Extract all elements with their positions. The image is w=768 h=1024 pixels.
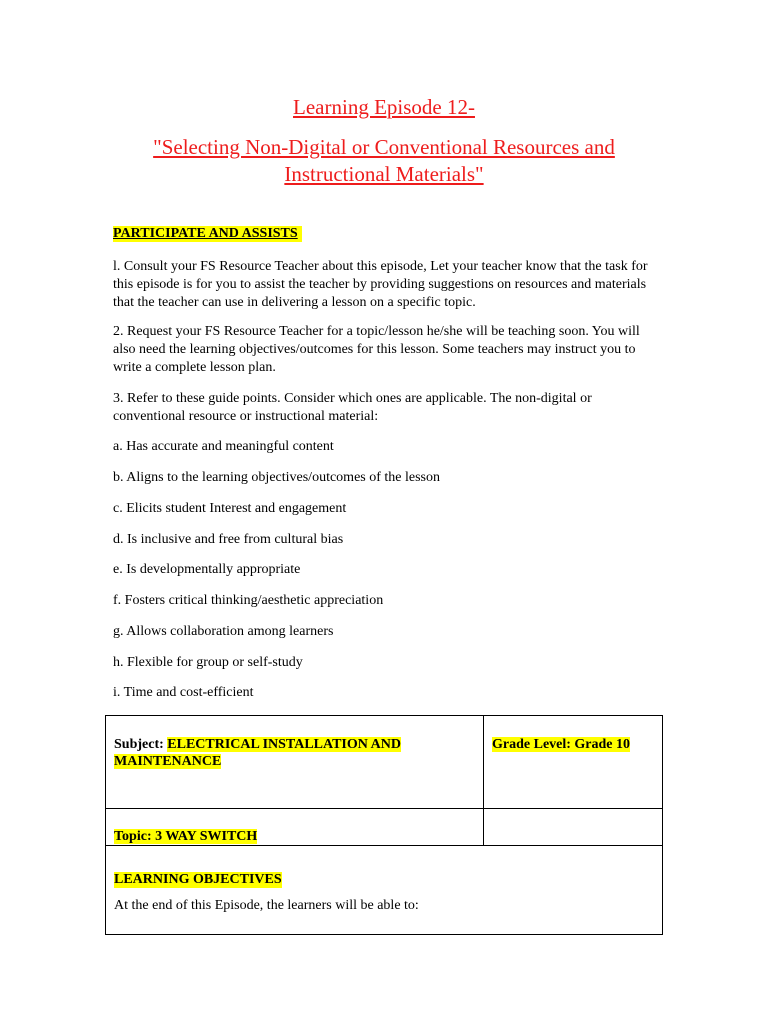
section-heading: PARTICIPATE AND ASSISTS xyxy=(113,226,302,242)
subject-label: Subject: xyxy=(114,737,168,752)
episode-title-text: Learning Episode 12- xyxy=(293,95,475,119)
lesson-info-table xyxy=(105,715,663,935)
guide-point-b: b. Aligns to the learning objectives/outcomes of the lesson xyxy=(113,470,440,485)
episode-title xyxy=(0,95,768,120)
table-row xyxy=(106,846,663,935)
grade-level: Grade Level: Grade 10 xyxy=(492,737,631,752)
subject-cell xyxy=(106,716,484,809)
episode-subtitle xyxy=(0,134,768,188)
empty-cell xyxy=(484,809,663,846)
paragraph-2: 2. Request your FS Resource Teacher for a topic/lesson he/she will be teaching soon. You will also need the learning objectives/outcomes for this lesson. Some teachers may instruct you to write a complete lesson plan. xyxy=(113,324,640,375)
guide-point-c: c. Elicits student Interest and engagement xyxy=(113,501,347,516)
guide-point-e: e. Is developmentally appropriate xyxy=(113,562,301,577)
episode-subtitle-line2: Instructional Materials" xyxy=(284,162,484,186)
objectives-cell xyxy=(106,846,663,935)
objectives-text: At the end of this Episode, the learners will be able to: xyxy=(114,898,419,913)
guide-point-g: g. Allows collaboration among learners xyxy=(113,624,334,639)
paragraph-3: 3. Refer to these guide points. Consider which ones are applicable. The non-digital or conventional resource or instructional material: xyxy=(113,391,592,424)
guide-point-a: a. Has accurate and meaningful content xyxy=(113,439,334,454)
topic-cell xyxy=(106,809,484,846)
guide-point-h: h. Flexible for group or self-study xyxy=(113,655,303,670)
guide-point-f: f. Fosters critical thinking/aesthetic appreciation xyxy=(113,593,384,608)
subject-value: ELECTRICAL INSTALLATION AND MAINTENANCE xyxy=(114,737,401,769)
guide-point-i: i. Time and cost-efficient xyxy=(113,685,254,700)
guide-point-d: d. Is inclusive and free from cultural bias xyxy=(113,532,344,547)
episode-subtitle-line1: "Selecting Non-Digital or Conventional Resources and xyxy=(153,135,615,159)
topic-label: Topic: 3 WAY SWITCH xyxy=(114,829,258,844)
objectives-heading: LEARNING OBJECTIVES xyxy=(114,872,282,887)
table-row xyxy=(106,809,663,846)
grade-cell xyxy=(484,716,663,809)
table-row xyxy=(106,716,663,809)
paragraph-1: l. Consult your FS Resource Teacher about this episode, Let your teacher know that the task for this episode is for you to assist the teacher by providing suggestions on resources and materials that the teacher can use in delivering a lesson on a specific topic. xyxy=(113,259,648,310)
